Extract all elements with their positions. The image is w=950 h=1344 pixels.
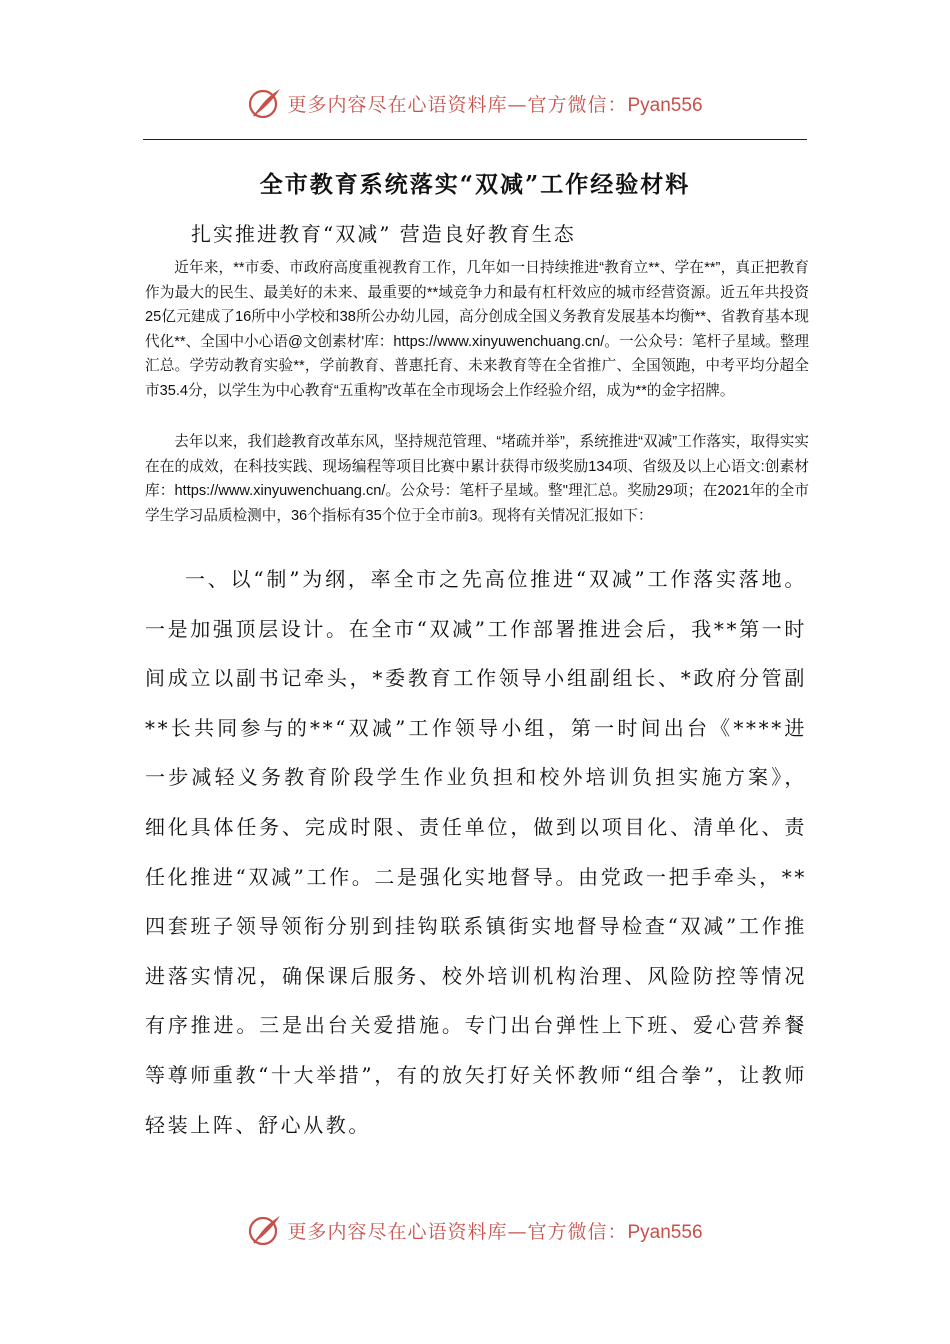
quill-pen-icon: [247, 1212, 283, 1248]
intro-paragraph: 近年来，**市委、市政府高度重视教育工作，几年如一日持续推进“教育立**、学在**”，真正把教育作为最大的民生、最美好的未来、最重要的**域竞争力和最有杠杆效应的城市经营资源。近五年共投资25亿元建成了16所中小学校和38所公办幼儿园，高分创成全国义务教育发展基本均衡**、省教育基本现代化**、全国中小心语@文创素材'库：https://www.xinyuwenchuang.cn/。一公众号：笔杆子星域。整理汇总。学劳动教育实验**，学前教育、普惠托育、未来教育等在全省推广、全国领跑，中考平均分超全市35.4分，以学生为中心教育“五重构”改革在全市现场会上作经验介绍，成为**的金字招牌。: [145, 260, 809, 399]
header-banner: [0, 83, 950, 123]
banner-text: 更多内容尽在心语资料库—官方微信：Pyan556: [287, 1220, 703, 1243]
section-one-paragraph: 一、以“制”为纲，率全市之先高位推进“双减”工作落实落地。一是加强顶层设计。在全市“双减”工作部署推进会后，我**第一时间成立以副书记牵头，*委教育工作领导小组副组长、*政府分管副**长共同参与的**“双减”工作领导小组，第一时间出台《****进一步减轻义务教育阶段学生作业负担和校外培训负担实施方案》，细化具体任务、完成时限、责任单位，做到以项目化、清单化、责任化推进“双减”工作。二是强化实地督导。由党政一把手牵头，**四套班子领导领衔分别到挂钩联系镇街实地督导检查“双减”工作推进落实情况，确保课后服务、校外培训机构治理、风险防控等情况有序推进。三是出台关爱措施。专门出台弹性上下班、爱心营养餐等尊师重教“十大举措”，有的放矢打好关怀教师“组合拳”，让教师轻装上阵、舒心从教。: [145, 567, 807, 1137]
footer-banner: [0, 1210, 950, 1250]
banner-text: 更多内容尽在心语资料库—官方微信：Pyan556: [287, 93, 703, 116]
header-divider: [143, 139, 807, 140]
document-subtitle: 扎实推进教育“双减” 营造良好教育生态: [191, 222, 576, 246]
wechat-id: Pyan556: [627, 1221, 703, 1243]
document-title: 全市教育系统落实“双减”工作经验材料: [259, 171, 691, 198]
summary-paragraph: 去年以来，我们趁教育改革东风，坚持规范管理、“堵疏并举”，系统推进“双减”工作落实，取得实实在在的成效，在科技实践、现场编程等项目比赛中累计获得市级奖励134项、省级及以上心语文:创素材库：https://www.xinyuwenchuang.cn/。公众号：笔杆子星域。整"理汇总。奖励29项；在2021年的全市学生学习品质检测中，36个指标有35个位于全市前3。现将有关情况汇报如下：: [145, 434, 809, 524]
wechat-id: Pyan556: [627, 94, 703, 116]
quill-pen-icon: [247, 85, 283, 121]
